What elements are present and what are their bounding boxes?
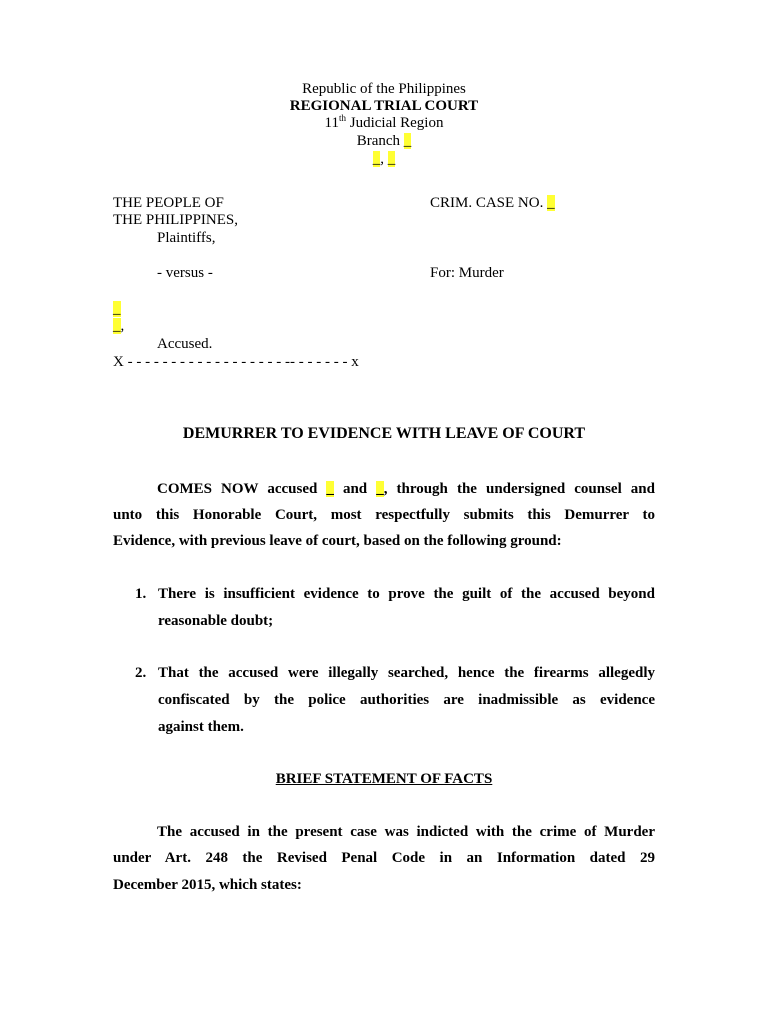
accused-name-2 <box>113 317 124 335</box>
intro-text-a: COMES NOW accused <box>157 481 327 497</box>
ground-2-line-3: against them. <box>158 719 244 735</box>
plaintiff-name-line1: THE PEOPLE OF <box>113 195 224 211</box>
location-comma: , <box>380 151 388 167</box>
header-location <box>0 150 768 168</box>
document-title: DEMURRER TO EVIDENCE WITH LEAVE OF COURT <box>182 425 586 442</box>
facts-line-3: December 2015, which states: <box>113 877 302 893</box>
intro-line-2: unto this Honorable Court, most respectfully submits this Demurrer to <box>113 507 655 523</box>
header-region <box>0 114 768 132</box>
accused-name-1 <box>113 300 121 318</box>
plaintiff-name-line2: THE PHILIPPINES, <box>113 212 239 228</box>
branch-label: Branch <box>356 133 404 149</box>
ground-2-line-1: That the accused were illegally searched, hence the firearms allegedly <box>158 665 655 681</box>
caption-divider: X - - - - - - - - - - - - - - - - - - -- - - - - - - x <box>113 354 359 370</box>
accused-role: Accused. <box>157 336 213 352</box>
plaintiff-role: Plaintiffs, <box>157 230 216 246</box>
location-blank-province: _ <box>387 151 396 167</box>
ground-2-number: 2. <box>135 665 147 681</box>
accused-blank-2: _ <box>113 318 121 334</box>
header-court: REGIONAL TRIAL COURT <box>289 98 479 114</box>
region-label: Judicial Region <box>345 115 444 131</box>
case-number <box>430 194 555 212</box>
intro-line-3: Evidence, with previous leave of court, based on the following ground: <box>113 533 562 549</box>
facts-line-2: under Art. 248 the Revised Penal Code in an Information dated 29 <box>113 850 655 866</box>
location-blank-city: _ <box>372 151 381 167</box>
accused-comma: , <box>120 318 125 334</box>
region-ordinal: th <box>338 113 346 123</box>
ground-1-line-2: reasonable doubt; <box>158 613 274 629</box>
intro-text-b: and <box>333 481 377 497</box>
case-number-blank: _ <box>547 195 555 211</box>
case-number-label: CRIM. CASE NO. <box>430 195 548 211</box>
intro-blank-1: _ <box>326 481 334 497</box>
ground-1-line-1: There is insufficient evidence to prove the guilt of the accused beyond <box>158 586 655 602</box>
intro-text-c: , through the undersigned counsel and <box>383 481 655 497</box>
intro-line-1 <box>113 480 655 498</box>
facts-heading: BRIEF STATEMENT OF FACTS <box>275 771 493 787</box>
ground-1-number: 1. <box>135 586 147 602</box>
intro-blank-2: _ <box>376 481 384 497</box>
accused-blank-1: _ <box>113 301 121 317</box>
ground-2-line-2: confiscated by the police authorities are inadmissible as evidence <box>158 692 655 708</box>
header-republic: Republic of the Philippines <box>302 81 466 97</box>
header-branch <box>0 132 768 150</box>
branch-blank: _ <box>403 133 412 149</box>
versus-label: - versus - <box>157 265 213 281</box>
offense-label: For: Murder <box>430 265 504 281</box>
region-number: 11 <box>324 115 339 131</box>
facts-line-1: The accused in the present case was indicted with the crime of Murder <box>157 824 655 840</box>
